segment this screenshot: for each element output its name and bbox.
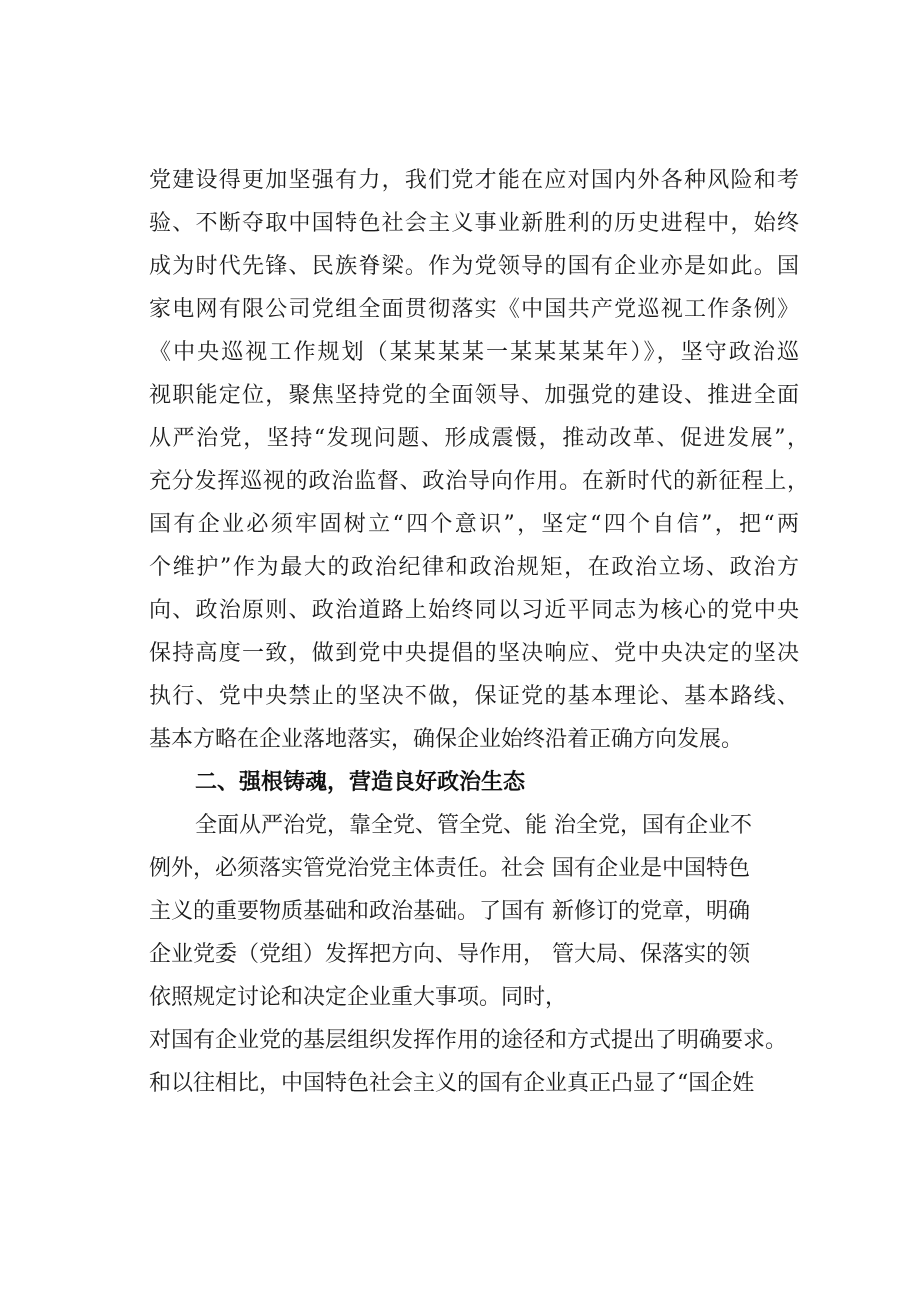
paragraph-line: 企业党委（党组）发挥把方向、导作用， 管大局、保落实的领 bbox=[149, 942, 750, 967]
paragraph-line: 执行、党中央禁止的坚决不做，保证党的基本理论、基本路线、 bbox=[149, 684, 799, 709]
paragraph-line: 基本方略在企业落地落实，确保企业始终沿着正确方向发展。 bbox=[149, 727, 744, 752]
paragraph-line: 向、政治原则、政治道路上始终同以习近平同志为核心的党中央 bbox=[149, 598, 799, 623]
paragraph-line: 个维护”作为最大的政治纪律和政治规矩，在政治立场、政治方 bbox=[149, 555, 799, 580]
paragraph-line: 依照规定讨论和决定企业重大事项。同时， bbox=[149, 985, 568, 1010]
section-heading: 二、强根铸魂，营造良好政治生态 bbox=[195, 770, 526, 795]
paragraph-line: 全面从严治党，靠全党、管全党、能 治全党，国有企业不 bbox=[195, 813, 752, 838]
paragraph-line: 主义的重要物质基础和政治基础。了国有 新修订的党章，明确 bbox=[149, 899, 750, 924]
paragraph-line: 例外，必须落实管党治党主体责任。社会 国有企业是中国特色 bbox=[149, 856, 750, 881]
paragraph-line: 从严治党，坚持“发现问题、形成震慑，推动改革、促进发展”， bbox=[149, 426, 809, 451]
paragraph-line: 对国有企业党的基层组织发挥作用的途径和方式提出了明确要求。 bbox=[149, 1028, 788, 1053]
paragraph-line: 充分发挥巡视的政治监督、政治导向作用。在新时代的新征程上， bbox=[149, 469, 809, 494]
paragraph-line: 党建设得更加坚强有力，我们党才能在应对国内外各种风险和考 bbox=[149, 168, 799, 193]
paragraph-line: 成为时代先锋、民族脊梁。作为党领导的国有企业亦是如此。国 bbox=[149, 254, 799, 279]
paragraph-line: 保持高度一致，做到党中央提倡的坚决响应、党中央决定的坚决 bbox=[149, 641, 799, 666]
paragraph-line: 和以往相比，中国特色社会主义的国有企业真正凸显了“国企姓 bbox=[149, 1071, 755, 1096]
paragraph-line: 验、不断夺取中国特色社会主义事业新胜利的历史进程中，始终 bbox=[149, 211, 799, 236]
paragraph-line: 《中央巡视工作规划（某某某某一某某某某年）》，坚守政治巡 bbox=[149, 340, 799, 365]
paragraph-line: 视职能定位，聚焦坚持党的全面领导、加强党的建设、推进全面 bbox=[149, 383, 799, 408]
paragraph-line: 国有企业必须牢固树立“四个意识”，坚定“四个自信”，把“两 bbox=[149, 512, 799, 537]
paragraph-line: 家电网有限公司党组全面贯彻落实《中国共产党巡视工作条例》 bbox=[149, 297, 799, 322]
